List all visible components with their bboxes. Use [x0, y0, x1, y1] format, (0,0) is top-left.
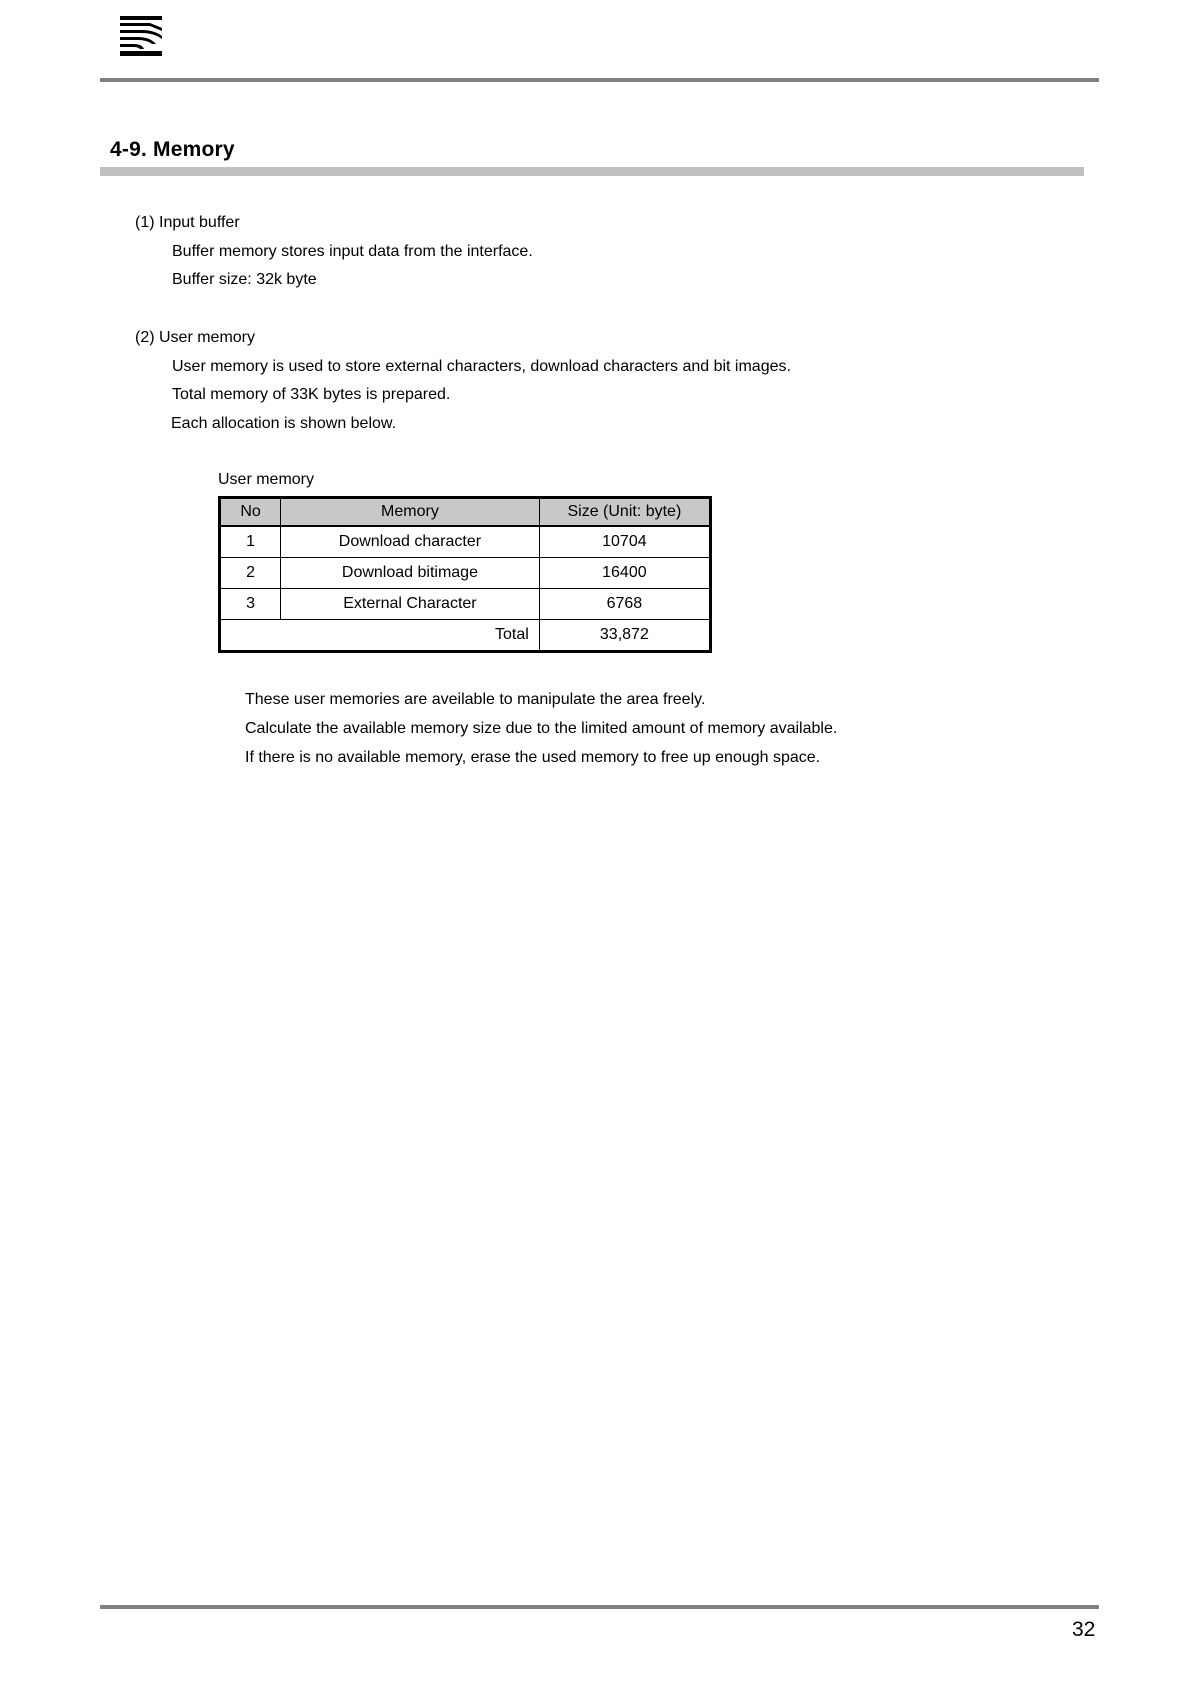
section-title-underline: [100, 167, 1084, 176]
cell-no: 1: [220, 526, 281, 558]
table-header-row: [220, 498, 711, 527]
header-divider: [100, 78, 1099, 82]
cell-size: 10704: [539, 526, 710, 558]
note-line-1: These user memories are aveilable to manipulate the area freely.: [245, 691, 706, 708]
column-header-memory: Memory: [281, 498, 540, 527]
user-memory-line-2: Total memory of 33K bytes is prepared.: [172, 386, 451, 403]
input-buffer-line-1: Buffer memory stores input data from the interface.: [172, 243, 533, 260]
input-buffer-heading: (1) Input buffer: [135, 214, 240, 231]
column-header-no: No: [220, 498, 281, 527]
table-row: [220, 526, 711, 558]
cell-size: 6768: [539, 589, 710, 620]
cell-no: 2: [220, 558, 281, 589]
user-memory-heading: (2) User memory: [135, 329, 256, 346]
column-header-size: Size (Unit: byte): [539, 498, 710, 527]
cell-size: 16400: [539, 558, 710, 589]
section-title: 4-9. Memory: [110, 138, 235, 161]
cell-memory: Download bitimage: [281, 558, 540, 589]
cell-memory: Download character: [281, 526, 540, 558]
footer-divider: [100, 1605, 1099, 1609]
user-memory-table: [218, 496, 712, 653]
total-label: Total: [220, 620, 540, 652]
user-memory-line-1: User memory is used to store external characters, download characters and bit images.: [172, 358, 791, 375]
note-line-2: Calculate the available memory size due to the limited amount of memory available.: [245, 720, 838, 737]
total-value: 33,872: [539, 620, 710, 652]
table-total-row: [220, 620, 711, 652]
cell-no: 3: [220, 589, 281, 620]
page-number: 32: [1072, 1618, 1096, 1641]
input-buffer-line-2: Buffer size: 32k byte: [172, 271, 317, 288]
table-row: [220, 558, 711, 589]
table-caption: User memory: [218, 471, 315, 488]
cell-memory: External Character: [281, 589, 540, 620]
user-memory-line-3: Each allocation is shown below.: [171, 415, 397, 432]
table-row: [220, 589, 711, 620]
note-line-3: If there is no available memory, erase the used memory to free up enough space.: [245, 749, 821, 766]
company-logo-icon: [120, 16, 162, 56]
